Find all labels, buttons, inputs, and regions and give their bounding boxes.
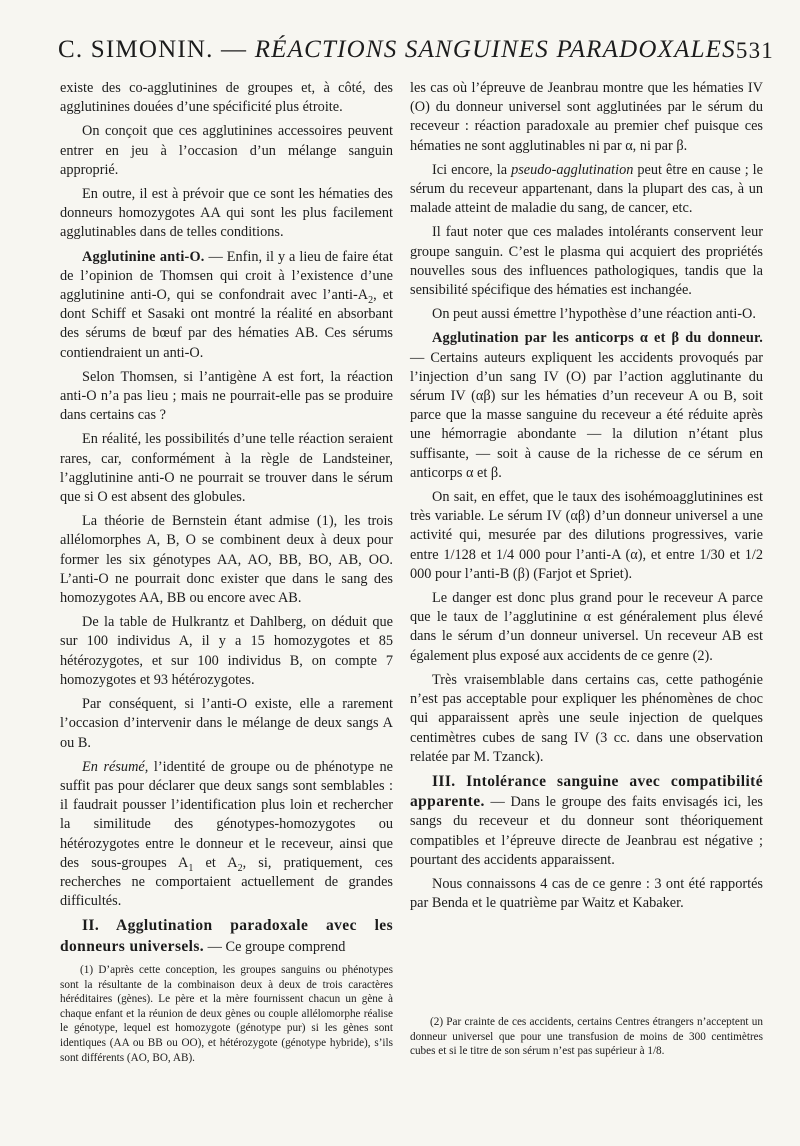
left-column <box>60 79 393 962</box>
section-heading-anticorps: Agglutination par les anticorps α et β du donneur. <box>432 330 763 347</box>
paragraph: De la table de Hulkrantz et Dahlberg, on déduit que sur 100 individus A, il y a 15 homozygotes et 85 hétérozygotes, et sur 100 individus B, on compte 7 homozygotes et 93 hétérozygotes. <box>60 614 393 688</box>
section-heading-ii: II. Agglutination paradoxale avec les donneurs universels. <box>60 917 393 955</box>
section-heading-anti-o: Agglutinine anti-O. <box>82 248 205 265</box>
right-column <box>410 79 763 918</box>
header-separator: — <box>213 36 255 63</box>
header-title: RÉACTIONS SANGUINES PARADOXALES <box>254 36 736 63</box>
paragraph: III. Intolérance sanguine avec compatibilité apparente. — Dans le groupe des faits envisagés ici, les sangs du receveur et du donneur sont théoriquement compatibles et l’épreuve directe de Jeanbrau est négative ; pourtant des accidents apparaissent. <box>410 772 763 868</box>
section-heading-iii: III. Intolérance sanguine avec compatibilité apparente. <box>410 772 763 811</box>
paragraph: En outre, il est à prévoir que ce sont les hématies des donneurs homozygotes AA qui sont les plus facilement agglutinables dans de telles conditions. <box>60 186 393 241</box>
emphasis: En résumé, <box>82 758 149 775</box>
paragraph: les cas où l’épreuve de Jeanbrau montre que les hématies IV (O) du donneur universel sont agglutinées par le sérum du receveur : réaction paradoxale au premier chef puisque ces hématies ne sont agglutinables ni par α, ni par β. <box>410 80 763 154</box>
paragraph: En résumé, l’identité de groupe ou de phénotype ne suffit pas pour déclarer que deux sangs sont semblables : il faudrait pousser l’identification plus loin et rechercher la similitude des génotypes-homozygotes ou hétérozygotes entre le donneur et le receveur, ainsi que des sous-groupes $A_1$ et $A_2$, si, pratiquement, ces recherches ne comportaient actuellement de grandes difficultés. <box>60 758 393 910</box>
paragraph: On peut aussi émettre l’hypothèse d’une réaction anti-O. <box>432 306 756 323</box>
paragraph: En réalité, les possibilités d’une telle réaction seraient rares, car, conformément à la règle de Landsteiner, l’agglutinine anti-O ne pourrait se trouver dans le sérum que si O est absent des globules. <box>60 431 393 506</box>
paragraph: Il faut noter que ces malades intolérants conservent leur groupe sanguin. C’est le plasma qui acquiert des propriétés nouvelles sous des influences pathologiques, tandis que la sensibilité spécifique des hématies est inchangée. <box>410 224 763 299</box>
paragraph: Nous connaissons 4 cas de ce genre : 3 ont été rapportés par Benda et le quatrième par Waitz et Kabaker. <box>410 875 763 912</box>
paragraph: Agglutinine anti-O. — Enfin, il y a lieu de faire état de l’opinion de Thomsen qui croit à l’existence d’une agglutinine anti-O, qui se confondrait avec $l’anti-A_2$, et dont Schiff et Sasaki ont montré la réalité en absorbant des sérums de bœuf par des hématies AB. Ces sérums contiendraient un anti-O. <box>60 248 394 361</box>
footnote-2: (2) Par crainte de ces accidents, certains Centres étrangers n’acceptent un donneur universel que pour une transfusion de moins de 300 centimètres cubes et si le titre de son sérum n’est pas supérieur à 1/8. <box>410 1016 763 1058</box>
running-header <box>58 36 774 70</box>
paragraph: Ici encore, la pseudo-agglutination peut être en cause ; le sérum du receveur appartenant, dans la plupart des cas, à un malade atteint de maladie du sang, de cancer, etc. <box>410 161 763 217</box>
paragraph: Très vraisemblable dans certains cas, cette pathogénie n’est pas acceptable pour expliquer les phénomènes de choc qui apparaissent après une seule injection de quelques centimètres cubes de sang IV (3 cc. dans une observation relatée par M. Tzanck). <box>410 671 763 765</box>
paragraph: On sait, en effet, que le taux des isohémoagglutinines est très variable. Le sérum IV (αβ) d’un donneur universel a une activité qui, mesurée par des dilutions progressives, varie entre 1/128 et 1/4 000 pour l’anti-A (α), et entre 1/30 et 1/2 000 pour l’anti-B (β) (Farjot et Spriet). <box>410 489 763 582</box>
paragraph: Le danger est donc plus grand pour le receveur A parce que le taux de l’agglutinine α est généralement plus élevé dans le sérum d’un donneur universel. Un receveur AB est également plus exposé aux accidents de ce genre (2). <box>410 590 763 664</box>
paragraph: La théorie de Bernstein étant admise (1), les trois allélomorphes A, B, O se combinent deux à deux pour former les six génotypes AA, AO, BB, BO, AB, OO. L’anti-O ne pourrait donc exister que dans le sang des homozygotes AA, BB ou encore avec AB. <box>60 513 393 607</box>
footnote-1: (1) D’après cette conception, les groupes sanguins ou phénotypes sont la résultante de la combinaison deux à deux de trois caractères héréditaires (gènes). Le père et la mère fournissent chacun un gène à chaque enfant et la réunion de deux gènes ou couple allélomorphe réalise le génotype, lequel est homozygote (génotype pur) si les gènes sont identiques (AA ou BB ou OO), et hétérozygote (génotype hybride), s’ils sont différents (AO, BO, AB). <box>60 964 393 1064</box>
paragraph: existe des co-agglutinines de groupes et, à côté, des agglutinines douées d’une spécificité plus étroite. <box>60 80 393 116</box>
paragraph: Selon Thomsen, si l’antigène A est fort, la réaction anti-O n’a pas lieu ; mais ne pourrait-elle pas se produire dans certains cas ? <box>60 368 393 424</box>
header-author: C. SIMONIN. <box>58 36 214 63</box>
paragraph: Agglutination par les anticorps α et β du donneur. — Certains auteurs expliquent les accidents provoqués par l’injection d’un sang IV (O) par l’action agglutinante du sérum IV (αβ) sur les hématies d’un receveur A ou B, soit parce que la masse sanguine du receveur a été réduite après une hémorragie abondante — la dilution n’étant plus suffisante, — soit à cause de la richesse de ce sérum en anticorps α et β. <box>410 330 763 481</box>
paragraph: Par conséquent, si l’anti-O existe, elle a rarement l’occasion d’intervenir dans le mélange de deux sangs A ou B. <box>60 696 393 751</box>
paragraph: II. Agglutination paradoxale avec les donneurs universels. — Ce groupe comprend <box>60 917 393 955</box>
page-number: 531 <box>735 38 774 63</box>
paragraph: On conçoit que ces agglutinines accessoires peuvent entrer en jeu à l’occasion d’un mélange sanguin approprié. <box>60 123 393 178</box>
emphasis: pseudo-agglutination <box>511 161 634 178</box>
